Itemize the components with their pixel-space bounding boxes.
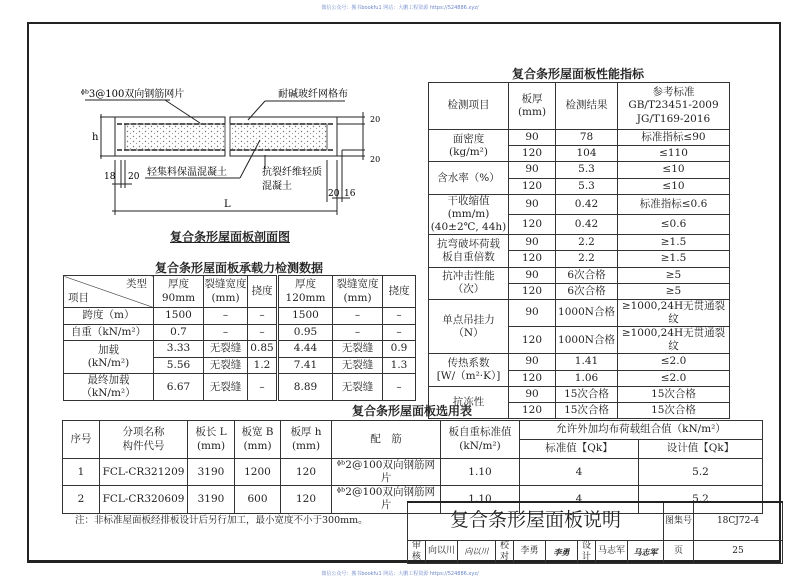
perf-header-cell: 检测项目 bbox=[429, 83, 509, 130]
select-value-cell: 1.10 bbox=[441, 459, 520, 486]
perf-item-cell: 抗冻性 bbox=[429, 386, 509, 418]
load-header-cell: 厚度120mm bbox=[278, 276, 333, 308]
select-header-cell: 板厚 h (mm) bbox=[281, 421, 332, 459]
select-header-cell: 板宽 B (mm) bbox=[235, 421, 281, 459]
designer-signature: 马志军 bbox=[628, 540, 664, 564]
perf-value-cell: 标准指标≤0.6 bbox=[618, 194, 730, 214]
watermark-bottom: 微信公众号：搬书bookfu1 网站：大鹏工程资源 https://524886.xyz/ bbox=[321, 571, 479, 577]
select-header-cell: 序号 bbox=[63, 421, 100, 459]
perf-row bbox=[429, 354, 730, 370]
load-value-cell: 无裂缝 bbox=[204, 374, 248, 401]
load-value-cell: 1.2 bbox=[248, 357, 278, 374]
dim-20-bottom: 20 bbox=[370, 155, 381, 164]
perf-value-cell: ≤2.0 bbox=[618, 370, 730, 386]
perf-header-cell: 板厚 (mm) bbox=[509, 83, 556, 130]
perf-value-cell: 1000N合格 bbox=[556, 327, 618, 354]
select-value-cell: 5.2 bbox=[639, 459, 763, 486]
perf-value-cell: 90 bbox=[509, 354, 556, 370]
dim-h: h bbox=[92, 132, 99, 143]
label-fiber-mesh: 耐碱玻纤网格布 bbox=[278, 89, 348, 100]
perf-title: 复合条形屋面板性能指标 bbox=[511, 67, 644, 81]
perf-value-cell: 120 bbox=[509, 283, 556, 299]
select-value-cell: 3190 bbox=[188, 486, 235, 513]
perf-value-cell: 标准指标≤90 bbox=[618, 130, 730, 146]
perf-row bbox=[429, 267, 730, 283]
load-value-cell: 无裂缝 bbox=[204, 357, 248, 374]
load-header-row bbox=[64, 276, 416, 308]
section-title: 复合条形屋面板剖面图 bbox=[169, 230, 290, 244]
label-skin-2: 混凝土 bbox=[262, 181, 292, 192]
perf-row bbox=[429, 194, 730, 214]
review-label: 审核 bbox=[408, 540, 426, 564]
perf-row bbox=[429, 130, 730, 146]
perf-value-cell: 104 bbox=[556, 146, 618, 162]
perf-value-cell: ≥5 bbox=[618, 267, 730, 283]
perf-value-cell: 120 bbox=[509, 178, 556, 194]
select-header-cell: 允许外加均布荷载组合值（kN/m²） bbox=[520, 421, 763, 440]
load-value-cell: 0.9 bbox=[383, 341, 416, 358]
load-value-cell: 8.89 bbox=[278, 374, 333, 401]
perf-value-cell: 15次合格 bbox=[618, 386, 730, 402]
perf-value-cell: 90 bbox=[509, 130, 556, 146]
load-value-cell: – bbox=[333, 324, 383, 341]
dim-16: 16 bbox=[344, 189, 356, 199]
perf-value-cell: 15次合格 bbox=[618, 402, 730, 418]
load-value-cell: 1.3 bbox=[383, 357, 416, 374]
load-value-cell: 5.56 bbox=[154, 357, 204, 374]
load-value-cell: 1500 bbox=[154, 308, 204, 325]
load-item-cell: 最终加载（kN/m²） bbox=[64, 374, 154, 401]
perf-value-cell: 1.41 bbox=[556, 354, 618, 370]
load-value-cell: – bbox=[204, 324, 248, 341]
load-value-cell: – bbox=[383, 374, 416, 401]
load-value-cell: 无裂缝 bbox=[333, 357, 383, 374]
load-value-cell: – bbox=[204, 308, 248, 325]
corner-type-label: 类型 bbox=[126, 278, 147, 290]
dim-18: 18 bbox=[104, 172, 116, 182]
perf-item-cell: 抗弯破坏荷载 板自重倍数 bbox=[429, 235, 509, 267]
load-value-cell: 无裂缝 bbox=[333, 341, 383, 358]
perf-value-cell: ≤10 bbox=[618, 178, 730, 194]
load-value-cell: 0.85 bbox=[248, 341, 278, 358]
select-header-cell: 配 筋 bbox=[332, 421, 441, 459]
select-value-cell: FCL-CR320609 bbox=[100, 486, 188, 513]
load-value-cell: – bbox=[333, 308, 383, 325]
load-row bbox=[64, 308, 416, 325]
perf-row bbox=[429, 235, 730, 251]
perf-header-cell: 参考标准 GB/T23451-2009 JG/T169-2016 bbox=[618, 83, 730, 130]
load-header-cell: 裂缝宽度 (mm) bbox=[333, 276, 383, 308]
perf-value-cell: 6次合格 bbox=[556, 283, 618, 299]
load-test-table bbox=[63, 275, 416, 401]
perf-value-cell: 15次合格 bbox=[556, 386, 618, 402]
perf-row bbox=[429, 386, 730, 402]
perf-item-cell: 面密度 (kg/m²) bbox=[429, 130, 509, 162]
perf-value-cell: 90 bbox=[509, 235, 556, 251]
perf-item-cell: 传热系数 [W/（m²·K）] bbox=[429, 354, 509, 386]
load-value-cell: 1500 bbox=[278, 308, 333, 325]
dim-L: L bbox=[224, 199, 231, 210]
label-skin-1: 抗裂纤维轻质 bbox=[262, 167, 322, 178]
perf-value-cell: 120 bbox=[509, 370, 556, 386]
select-value-cell: 4 bbox=[520, 459, 639, 486]
select-value-cell: ᶲᵇ2@100双向钢筋网片 bbox=[332, 486, 441, 513]
perf-value-cell: 90 bbox=[509, 386, 556, 402]
perf-value-cell: ≤2.0 bbox=[618, 354, 730, 370]
section-drawing bbox=[0, 0, 420, 250]
load-value-cell: 0.95 bbox=[278, 324, 333, 341]
performance-table bbox=[428, 82, 730, 419]
perf-value-cell: 120 bbox=[509, 402, 556, 418]
perf-value-cell: 15次合格 bbox=[556, 402, 618, 418]
page-number: 25 bbox=[694, 540, 783, 564]
check-label: 校对 bbox=[496, 540, 514, 564]
perf-value-cell: 90 bbox=[509, 299, 556, 326]
select-value-cell: 1 bbox=[63, 459, 100, 486]
selection-table bbox=[62, 420, 763, 514]
perf-value-cell: ≤10 bbox=[618, 162, 730, 178]
load-value-cell: – bbox=[383, 308, 416, 325]
select-value-cell: ᶲᵇ2@100双向钢筋网片 bbox=[332, 459, 441, 486]
load-value-cell: 无裂缝 bbox=[333, 374, 383, 401]
checker-name: 李勇 bbox=[514, 540, 546, 564]
corner-item-label: 项目 bbox=[68, 291, 89, 304]
select-value-cell: 1200 bbox=[235, 459, 281, 486]
select-header-cell: 设计值【Qk】 bbox=[639, 440, 763, 459]
perf-value-cell: 90 bbox=[509, 162, 556, 178]
perf-item-cell: 干收缩值(mm/m) (40±2℃, 44h) bbox=[429, 194, 509, 234]
select-value-cell: 1.10 bbox=[441, 486, 520, 513]
load-row bbox=[64, 374, 416, 401]
select-value-cell: 4 bbox=[520, 486, 639, 513]
watermark-top: 微信公众号：搬书bookfu1 网站：大鹏工程资源 https://524886.xyz/ bbox=[321, 5, 479, 11]
load-value-cell: – bbox=[383, 324, 416, 341]
footnote: 注：非标准屋面板经排板设计后另行加工，最小宽度不小于300mm。 bbox=[75, 515, 368, 526]
perf-value-cell: 1000N合格 bbox=[556, 299, 618, 326]
select-value-cell: 3190 bbox=[188, 459, 235, 486]
load-item-cell: 加载 (kN/m²) bbox=[64, 341, 154, 374]
load-value-cell: 4.44 bbox=[278, 341, 333, 358]
perf-value-cell: 5.3 bbox=[556, 178, 618, 194]
perf-value-cell: ≤0.6 bbox=[618, 214, 730, 234]
perf-header-cell: 检测结果 bbox=[556, 83, 618, 130]
load-value-cell: – bbox=[248, 308, 278, 325]
perf-value-cell: 0.42 bbox=[556, 214, 618, 234]
perf-value-cell: 2.2 bbox=[556, 251, 618, 267]
perf-value-cell: 120 bbox=[509, 146, 556, 162]
label-mesh: ᶲᵇ3@100双向钢筋网片 bbox=[81, 89, 185, 100]
perf-item-cell: 含水率（%） bbox=[429, 162, 509, 194]
reviewer-name: 向以川 bbox=[426, 540, 458, 564]
select-value-cell: FCL-CR321209 bbox=[100, 459, 188, 486]
load-item-cell: 自重（kN/m²） bbox=[64, 324, 154, 341]
perf-value-cell: 90 bbox=[509, 267, 556, 283]
select-value-cell: 600 bbox=[235, 486, 281, 513]
label-core-concrete: 轻集料保温混凝土 bbox=[147, 167, 227, 178]
perf-value-cell: 6次合格 bbox=[556, 267, 618, 283]
dim-20-top: 20 bbox=[370, 115, 381, 124]
title-block bbox=[407, 501, 783, 564]
load-row bbox=[64, 341, 416, 358]
perf-value-cell: ≥5 bbox=[618, 283, 730, 299]
load-title: 复合条形屋面板承载力检测数据 bbox=[154, 261, 323, 275]
atlas-number: 18CJ72-4 bbox=[694, 502, 783, 540]
checker-signature: 李勇 bbox=[546, 540, 578, 564]
load-header-cell: 裂缝宽度 (mm) bbox=[204, 276, 248, 308]
drawing-title: 复合条形屋面板说明 bbox=[408, 502, 664, 540]
load-value-cell: 3.33 bbox=[154, 341, 204, 358]
load-header-cell: 厚度90mm bbox=[154, 276, 204, 308]
perf-value-cell: 78 bbox=[556, 130, 618, 146]
load-value-cell: 无裂缝 bbox=[204, 341, 248, 358]
select-header-cell: 板自重标准值 (kN/m²) bbox=[441, 421, 520, 459]
dim-20-left: 20 bbox=[128, 172, 140, 182]
perf-row bbox=[429, 162, 730, 178]
load-header-cell: 挠度 bbox=[248, 276, 278, 308]
load-value-cell: 7.41 bbox=[278, 357, 333, 374]
perf-row bbox=[429, 299, 730, 326]
load-value-cell: 0.7 bbox=[154, 324, 204, 341]
perf-value-cell: 5.3 bbox=[556, 162, 618, 178]
reviewer-signature: 向以川 bbox=[458, 540, 496, 564]
select-title: 复合条形屋面板选用表 bbox=[351, 404, 472, 418]
dim-20-right: 20 bbox=[328, 189, 340, 199]
perf-header-row bbox=[429, 83, 730, 130]
load-item-cell: 跨度（m） bbox=[64, 308, 154, 325]
select-value-cell: 2 bbox=[63, 486, 100, 513]
select-header-cell: 分项名称 构件代号 bbox=[100, 421, 188, 459]
select-value-cell: 120 bbox=[281, 459, 332, 486]
perf-item-cell: 单点吊挂力 （N） bbox=[429, 299, 509, 354]
select-header-cell: 板长 L (mm) bbox=[188, 421, 235, 459]
page-label: 页 bbox=[664, 540, 694, 564]
select-value-cell: 120 bbox=[281, 486, 332, 513]
select-row bbox=[63, 459, 763, 486]
load-value-cell: 6.67 bbox=[154, 374, 204, 401]
perf-value-cell: ≥1.5 bbox=[618, 235, 730, 251]
perf-value-cell: ≥1000,24H无贯通裂纹 bbox=[618, 299, 730, 326]
perf-value-cell: 120 bbox=[509, 214, 556, 234]
load-header-cell: 挠度 bbox=[383, 276, 416, 308]
perf-value-cell: 90 bbox=[509, 194, 556, 214]
perf-value-cell: 2.2 bbox=[556, 235, 618, 251]
perf-value-cell: 0.42 bbox=[556, 194, 618, 214]
perf-value-cell: 1.06 bbox=[556, 370, 618, 386]
load-row bbox=[64, 324, 416, 341]
perf-value-cell: 120 bbox=[509, 251, 556, 267]
designer-name: 马志军 bbox=[596, 540, 628, 564]
load-value-cell: – bbox=[248, 374, 278, 401]
perf-value-cell: ≤110 bbox=[618, 146, 730, 162]
perf-item-cell: 抗冲击性能 （次） bbox=[429, 267, 509, 299]
select-header-cell: 标准值【Qk】 bbox=[520, 440, 639, 459]
perf-value-cell: 120 bbox=[509, 327, 556, 354]
select-header-row bbox=[63, 421, 763, 440]
design-label: 设计 bbox=[578, 540, 596, 564]
atlas-label: 图集号 bbox=[664, 502, 694, 540]
load-corner-cell bbox=[64, 276, 154, 308]
perf-value-cell: ≥1000,24H无贯通裂纹 bbox=[618, 327, 730, 354]
load-value-cell: – bbox=[248, 324, 278, 341]
perf-value-cell: ≥1.5 bbox=[618, 251, 730, 267]
select-value-cell: 5.2 bbox=[639, 486, 763, 513]
